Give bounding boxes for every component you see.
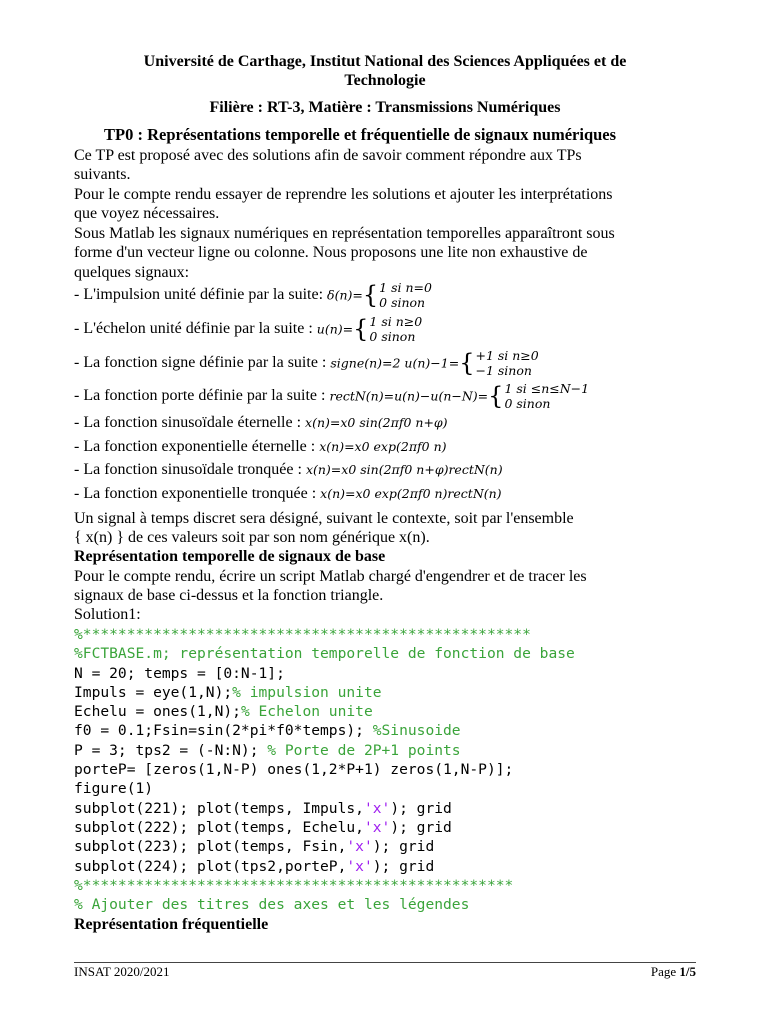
paragraph-line: Pour le compte rendu, écrire un script Matlab chargé d'engendrer et de tracer les <box>74 568 587 585</box>
matlab-code-block: %*************************************************** %FCTBASE.m; représentation temporelle de fonction de base N = 20; temps = [0:N-1]; Impuls = eye(1,N);% impulsion unite Echelu = ones(1,N);% Echelon unite f0 = 0.1;Fsin=sin(2*pi*f0*temps); %Sinusoide P = 3; tps2 = (-N:N); % Porte de 2P+1 points porteP= [zeros(1,N-P) ones(1,2*P+1) zeros(1,N-P)]; figure(1) subplot(221); plot(temps, Impuls,'x'); grid subplot(222); plot(temps, Echelu,'x'); grid subplot(223); plot(temps, Fsin,'x'); grid subplot(224); plot(tps2,porteP,'x'); grid %************************************************* % Ajouter des titres des axes et les légendes <box>74 626 575 914</box>
paragraph-line: { x(n) } de ces valeurs soit par son nom générique x(n). <box>74 529 430 546</box>
code-line: N = 20; temps = [0:N-1]; <box>74 664 285 682</box>
header-line-2: Technologie <box>344 72 426 89</box>
intro-line: forme d'un vecteur ligne ou colonne. Nous proposons une lite non exhaustive de <box>74 244 588 261</box>
footer-divider <box>74 962 696 963</box>
code-line: porteP= [zeros(1,N-P) ones(1,2*P+1) zeros(1,N-P)]; <box>74 761 514 779</box>
intro-line: Pour le compte rendu essayer de reprendre les solutions et ajouter les interprétations <box>74 186 613 203</box>
header-line-3: Filière : RT-3, Matière : Transmissions Numériques <box>209 99 561 116</box>
intro-line: que voyez nécessaires. <box>74 205 220 222</box>
paragraph-line: signaux de base ci-dessus et la fonction triangle. <box>74 587 384 604</box>
code-line: %FCTBASE.m; représentation temporelle de fonction de base <box>74 645 575 663</box>
signal-definition-sign: - La fonction signe définie par la suite : signe(n)=2 u(n)−1={+1 si n≥0 −1 sinon <box>74 348 539 378</box>
code-line: %************************************************* <box>74 876 514 894</box>
tp-title: TP0 : Représentations temporelle et fréquentielle de signaux numériques <box>104 125 617 144</box>
signal-definition-exp: - La fonction exponentielle éternelle : x(n)=x0 exp(2πf0 n) <box>74 438 447 455</box>
signal-definition-exp-truncated: - La fonction exponentielle tronquée : x(n)=x0 exp(2πf0 n)rectN(n) <box>74 485 502 502</box>
header-line-1: Université de Carthage, Institut National des Sciences Appliquées et de <box>143 53 627 70</box>
section-heading-temporal: Représentation temporelle de signaux de base <box>74 548 386 565</box>
code-line: figure(1) <box>74 780 154 798</box>
signal-definition-sinus: - La fonction sinusoïdale éternelle : x(n)=x0 sin(2πf0 n+φ) <box>74 414 448 431</box>
intro-line: quelques signaux: <box>74 264 190 281</box>
signal-definition-impulse: - L'impulsion unité définie par la suite: δ(n)={1 si n=0 0 sinon <box>74 280 432 310</box>
code-line: % Ajouter des titres des axes et les légendes <box>74 896 470 914</box>
signal-definition-step: - L'échelon unité définie par la suite : u(n)={1 si n≥0 0 sinon <box>74 314 423 344</box>
signal-definition-sinus-truncated: - La fonction sinusoïdale tronquée : x(n)=x0 sin(2πf0 n+φ)rectN(n) <box>74 461 503 478</box>
section-heading-frequency: Représentation fréquentielle <box>74 916 269 933</box>
footer-left: INSAT 2020/2021 <box>74 964 170 979</box>
signal-definition-gate: - La fonction porte définie par la suite : rectN(n)=u(n)−u(n−N)={1 si ≤n≤N−1 0 sinon <box>74 381 590 411</box>
footer-page-number: Page 1/5 <box>650 964 696 979</box>
code-line: %*************************************************** <box>74 626 531 643</box>
intro-line: Ce TP est proposé avec des solutions afin de savoir comment répondre aux TPs <box>74 147 582 164</box>
paragraph-line: Un signal à temps discret sera désigné, suivant le contexte, soit par l'ensemble <box>74 510 574 527</box>
intro-line: Sous Matlab les signaux numériques en représentation temporelles apparaîtront sous <box>74 225 615 242</box>
intro-line: suivants. <box>74 166 131 183</box>
solution-label: Solution1: <box>74 606 141 623</box>
